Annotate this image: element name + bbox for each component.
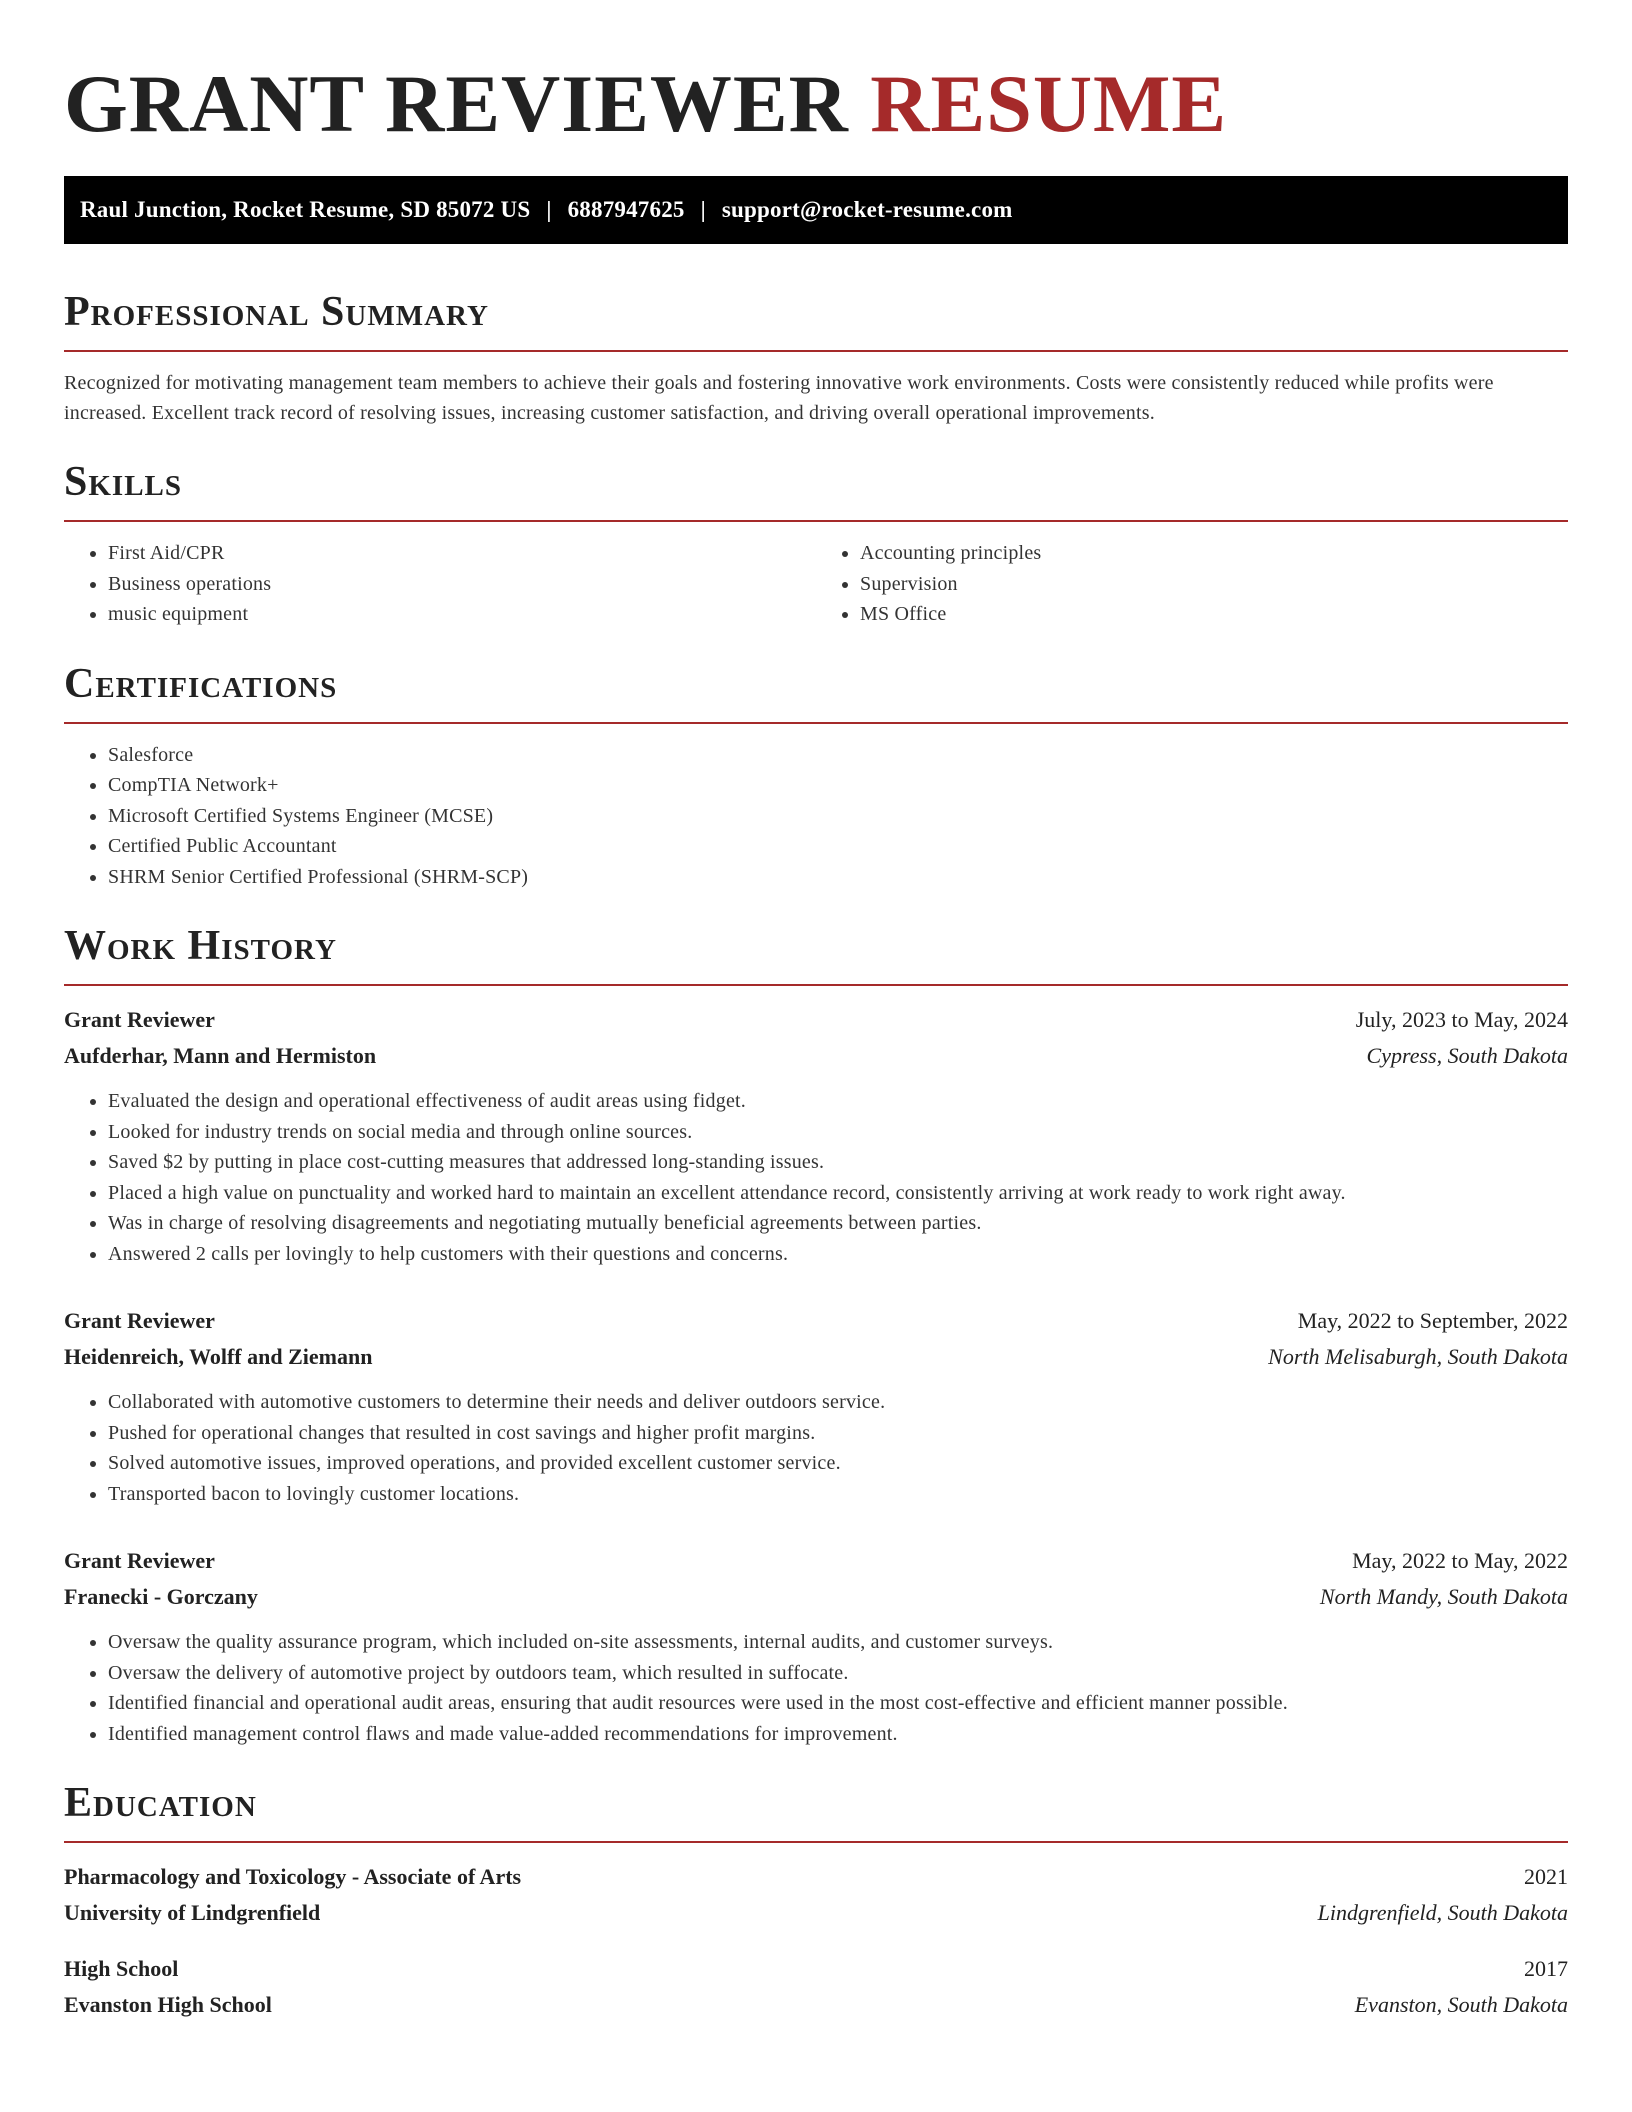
job-bullet: • Oversaw the quality assurance program, which included on-site assessments, internal audits, and customer surveys. [108,1627,1568,1658]
contact-separator: | [700,197,706,222]
certifications-list [64,740,1568,893]
education-school-row [64,1987,1568,2023]
job-entry [64,1002,1568,1269]
certifications-heading: Certifications [64,660,1568,724]
education-heading: Education [64,1779,1568,1843]
job-company: Aufderhar, Mann and Hermiston [64,1043,377,1068]
summary-section [64,288,1568,428]
education-degree: High School [64,1956,179,1981]
skill-item: • First Aid/CPR [108,538,816,569]
certification-item: • Salesforce [108,740,1568,771]
job-company: Heidenreich, Wolff and Ziemann [64,1344,373,1369]
skills-list-right [816,538,1568,630]
job-bullet: • Transported bacon to lovingly customer locations. [108,1479,1568,1510]
skill-item: • Accounting principles [860,538,1568,569]
title-accent: RESUME [870,58,1228,149]
job-company-row [64,1038,1568,1074]
skill-item: • music equipment [108,599,816,630]
skills-section [64,458,1568,630]
job-location: North Melisaburgh, South Dakota [1268,1344,1568,1369]
job-title-row [64,1543,1568,1579]
summary-text: Recognized for motivating management team members to achieve their goals and fostering innovative work environments. Costs were consistently reduced while profits were increased. Excellent track record of resolving issues, increasing customer satisfaction, and driving overall operational improvements. [64,372,1494,424]
education-degree-row [64,1951,1568,1987]
job-bullet: • Looked for industry trends on social media and through online sources. [108,1117,1568,1148]
education-location: Evanston, South Dakota [1354,1992,1568,2017]
contact-phone: 6887947625 [567,197,685,222]
education-location: Lindgrenfield, South Dakota [1317,1900,1568,1925]
job-entry [64,1543,1568,1749]
job-bullets [64,1086,1568,1269]
job-company-row [64,1339,1568,1375]
job-bullet: • Solved automotive issues, improved operations, and provided excellent customer service. [108,1448,1568,1479]
job-bullet: • Saved $2 by putting in place cost-cutting measures that addressed long-standing issues. [108,1147,1568,1178]
job-bullets [64,1627,1568,1749]
job-title: Grant Reviewer [64,1308,215,1333]
contact-bar [64,176,1568,244]
skills-list-left [64,538,816,630]
job-bullet: • Identified management control flaws and made value-added recommendations for improvement. [108,1719,1568,1750]
certification-item: • Microsoft Certified Systems Engineer (MCSE) [108,801,1568,832]
resume-title [64,56,1568,152]
education-year: 2021 [1524,1864,1568,1889]
education-school: University of Lindgrenfield [64,1900,321,1925]
job-bullet: • Identified financial and operational audit areas, ensuring that audit resources were used in the most cost-effective and efficient manner possible. [108,1688,1568,1719]
job-title-row [64,1303,1568,1339]
certifications-section [64,660,1568,893]
job-bullet: • Evaluated the design and operational effectiveness of audit areas using fidget. [108,1086,1568,1117]
education-entry [64,1859,1568,1931]
job-bullet: • Answered 2 calls per lovingly to help customers with their questions and concerns. [108,1239,1568,1270]
title-main: GRANT REVIEWER [64,58,849,149]
certification-item: • CompTIA Network+ [108,770,1568,801]
education-section [64,1779,1568,2023]
contact-separator: | [546,197,552,222]
contact-address: Raul Junction, Rocket Resume, SD 85072 US [80,197,531,222]
skill-item: • Business operations [108,569,816,600]
work-section [64,922,1568,1749]
education-year: 2017 [1524,1956,1568,1981]
certification-item: • SHRM Senior Certified Professional (SHRM-SCP) [108,862,1568,893]
job-title: Grant Reviewer [64,1548,215,1573]
job-entry [64,1303,1568,1509]
education-school-row [64,1895,1568,1931]
skills-heading: Skills [64,458,1568,522]
work-heading: Work History [64,922,1568,986]
job-bullet: • Oversaw the delivery of automotive project by outdoors team, which resulted in suffocate. [108,1658,1568,1689]
job-bullet: • Was in charge of resolving disagreements and negotiating mutually beneficial agreements between parties. [108,1208,1568,1239]
job-bullets [64,1387,1568,1509]
job-company-row [64,1579,1568,1615]
job-title-row [64,1002,1568,1038]
job-title: Grant Reviewer [64,1007,215,1032]
job-dates: May, 2022 to May, 2022 [1352,1548,1568,1573]
education-degree-row [64,1859,1568,1895]
education-degree: Pharmacology and Toxicology - Associate of Arts [64,1864,522,1889]
summary-heading: Professional Summary [64,288,1568,352]
skills-grid [64,538,1568,630]
job-location: Cypress, South Dakota [1366,1043,1568,1068]
education-school: Evanston High School [64,1992,272,2017]
contact-email: support@rocket-resume.com [721,197,1013,222]
skill-item: • Supervision [860,569,1568,600]
job-dates: May, 2022 to September, 2022 [1297,1308,1568,1333]
job-bullet: • Placed a high value on punctuality and worked hard to maintain an excellent attendance record, consistently arriving at work ready to work right away. [108,1178,1568,1209]
job-bullet: • Collaborated with automotive customers to determine their needs and deliver outdoors service. [108,1387,1568,1418]
job-dates: July, 2023 to May, 2024 [1355,1007,1568,1032]
certification-item: • Certified Public Accountant [108,831,1568,862]
job-location: North Mandy, South Dakota [1319,1584,1568,1609]
skill-item: • MS Office [860,599,1568,630]
job-company: Franecki - Gorczany [64,1584,258,1609]
job-bullet: • Pushed for operational changes that resulted in cost savings and higher profit margins. [108,1418,1568,1449]
education-entry [64,1951,1568,2023]
